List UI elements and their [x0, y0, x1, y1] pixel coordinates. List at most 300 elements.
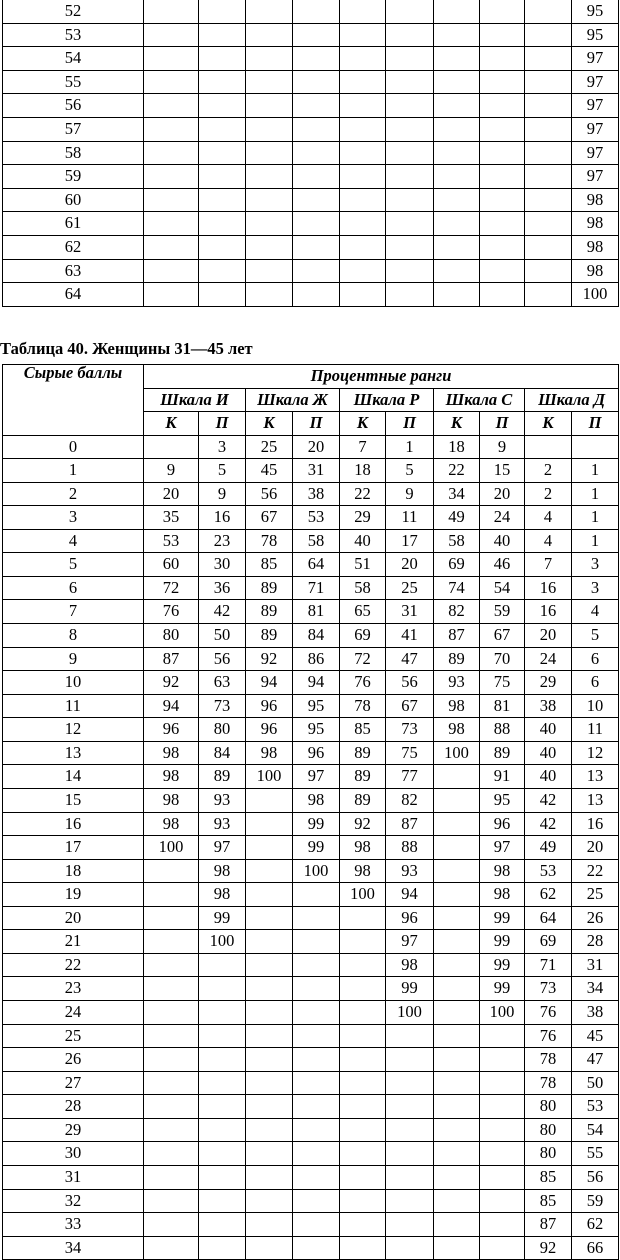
percentile-cell	[144, 1024, 199, 1048]
percentile-cell: 74	[434, 576, 480, 600]
percentile-cell: 95	[572, 23, 619, 47]
table-row	[3, 553, 619, 577]
percentile-cell: 84	[293, 624, 340, 648]
raw-score-cell: 58	[3, 141, 144, 165]
percentile-cell	[293, 212, 340, 236]
percentile-cell	[199, 1071, 246, 1095]
table-row	[3, 94, 619, 118]
table-row	[3, 600, 619, 624]
percentile-cell: 58	[434, 529, 480, 553]
percentile-cell	[480, 1236, 525, 1260]
percentile-cell	[144, 953, 199, 977]
percentile-cell: 96	[144, 718, 199, 742]
percentile-cell: 72	[144, 576, 199, 600]
percentile-cell: 98	[293, 788, 340, 812]
percentile-cell	[199, 283, 246, 307]
percentile-cell: 87	[386, 812, 434, 836]
raw-score-cell: 21	[3, 930, 144, 954]
percentile-cell: 98	[386, 953, 434, 977]
percentile-cell: 1	[572, 459, 619, 483]
percentile-cell: 76	[144, 600, 199, 624]
percentile-cell	[340, 1165, 386, 1189]
percentile-cell	[199, 1048, 246, 1072]
percentile-cell: 99	[480, 930, 525, 954]
table-row	[3, 1071, 619, 1095]
percentile-cell	[386, 188, 434, 212]
percentile-cell: 41	[386, 624, 434, 648]
percentile-cell: 92	[525, 1236, 572, 1260]
percentile-cell: 69	[340, 624, 386, 648]
percentile-cell: 64	[525, 906, 572, 930]
percentile-cell	[246, 1165, 293, 1189]
percentile-cell: 89	[246, 600, 293, 624]
percentile-cell: 88	[386, 836, 434, 860]
percentile-cell: 80	[199, 718, 246, 742]
percentile-cell: 100	[386, 1001, 434, 1025]
percentile-cell: 94	[386, 883, 434, 907]
raw-score-cell: 25	[3, 1024, 144, 1048]
percentile-cell	[525, 117, 572, 141]
percentile-cell: 67	[246, 506, 293, 530]
percentile-cell	[434, 788, 480, 812]
percentile-cell: 16	[525, 576, 572, 600]
percentile-cell	[525, 435, 572, 459]
percentile-cell: 81	[480, 694, 525, 718]
percentile-cell: 1	[572, 529, 619, 553]
percentile-cell	[293, 259, 340, 283]
percentile-cell	[246, 836, 293, 860]
percentile-cell: 85	[525, 1189, 572, 1213]
percentile-cell: 99	[199, 906, 246, 930]
percentile-cell	[386, 212, 434, 236]
percentile-cell: 3	[199, 435, 246, 459]
percentile-cell: 95	[293, 718, 340, 742]
percentile-cell: 20	[480, 482, 525, 506]
percentile-cell	[246, 283, 293, 307]
percentile-cell	[434, 188, 480, 212]
raw-score-cell: 59	[3, 165, 144, 189]
percentile-cell: 97	[386, 930, 434, 954]
percentile-cell	[340, 141, 386, 165]
percentile-cell	[340, 906, 386, 930]
table-row	[3, 1048, 619, 1072]
percentile-cell	[340, 1048, 386, 1072]
scale-header: Шкала С	[434, 388, 525, 412]
raw-score-cell: 54	[3, 47, 144, 71]
percentile-cell: 12	[572, 741, 619, 765]
table-row	[3, 529, 619, 553]
percentile-cell	[434, 1095, 480, 1119]
percentile-cell	[340, 1189, 386, 1213]
percentile-cell: 76	[525, 1001, 572, 1025]
percentile-cell	[340, 23, 386, 47]
raw-score-cell: 62	[3, 235, 144, 259]
percentile-cell	[480, 47, 525, 71]
percentile-cell: 47	[386, 647, 434, 671]
percentile-cell	[199, 977, 246, 1001]
percentile-cell: 96	[386, 906, 434, 930]
percentile-cell: 56	[386, 671, 434, 695]
percentile-cell	[480, 70, 525, 94]
subheader-p: П	[572, 412, 619, 436]
percentile-cell: 87	[144, 647, 199, 671]
raw-score-cell: 17	[3, 836, 144, 860]
percentile-cell	[386, 1165, 434, 1189]
percentile-cell: 11	[572, 718, 619, 742]
percentile-cell: 1	[572, 506, 619, 530]
percentile-cell: 100	[246, 765, 293, 789]
percentile-cell	[434, 1142, 480, 1166]
table-row	[3, 47, 619, 71]
percentile-cell: 51	[340, 553, 386, 577]
percentile-cell: 31	[386, 600, 434, 624]
percentile-rank-table	[2, 364, 619, 1260]
raw-score-cell: 20	[3, 906, 144, 930]
percentile-cell	[386, 1213, 434, 1237]
percentile-cell: 29	[525, 671, 572, 695]
percentile-cell: 92	[144, 671, 199, 695]
percentile-cell	[144, 1118, 199, 1142]
percentile-cell: 73	[525, 977, 572, 1001]
percentile-cell	[144, 1165, 199, 1189]
percentile-cell	[293, 117, 340, 141]
percentile-cell	[144, 47, 199, 71]
percentile-cell: 97	[480, 836, 525, 860]
percentile-cell	[293, 1048, 340, 1072]
percentile-cell: 78	[525, 1048, 572, 1072]
percentile-cell: 18	[340, 459, 386, 483]
raw-score-cell: 26	[3, 1048, 144, 1072]
table-row	[3, 930, 619, 954]
percentile-cell: 40	[480, 529, 525, 553]
table-row	[3, 812, 619, 836]
percentile-cell: 24	[480, 506, 525, 530]
percentile-cell: 55	[572, 1142, 619, 1166]
raw-score-cell: 27	[3, 1071, 144, 1095]
percentile-cell: 53	[572, 1095, 619, 1119]
table-row	[3, 1189, 619, 1213]
table-row	[3, 141, 619, 165]
percentile-cell: 100	[434, 741, 480, 765]
percentile-cell	[144, 70, 199, 94]
percentile-cell	[144, 165, 199, 189]
percentile-cell: 54	[572, 1118, 619, 1142]
percentile-cell	[246, 212, 293, 236]
percentile-cell: 42	[199, 600, 246, 624]
percentile-cell: 82	[386, 788, 434, 812]
percentile-cell: 86	[293, 647, 340, 671]
percentile-cell: 38	[525, 694, 572, 718]
percentile-cell: 98	[434, 718, 480, 742]
percentile-cell: 94	[246, 671, 293, 695]
percentile-cell	[434, 165, 480, 189]
percentile-cell	[199, 165, 246, 189]
percentile-cell	[434, 836, 480, 860]
percentile-cell: 56	[572, 1165, 619, 1189]
percentile-cell: 25	[246, 435, 293, 459]
raw-score-cell: 4	[3, 529, 144, 553]
percentile-cell	[434, 1048, 480, 1072]
percentile-cell: 98	[340, 836, 386, 860]
percentile-cell	[525, 94, 572, 118]
percentile-cell: 97	[572, 47, 619, 71]
percentile-cell: 94	[144, 694, 199, 718]
raw-score-cell: 29	[3, 1118, 144, 1142]
percentile-cell	[340, 212, 386, 236]
table-row	[3, 482, 619, 506]
percentile-cell: 85	[340, 718, 386, 742]
table-row	[3, 259, 619, 283]
table-row	[3, 235, 619, 259]
percentile-cell	[293, 953, 340, 977]
percentile-cell	[293, 1001, 340, 1025]
percentile-cell: 89	[340, 765, 386, 789]
percentile-cell: 73	[199, 694, 246, 718]
table-row	[3, 883, 619, 907]
percentile-cell: 10	[572, 694, 619, 718]
percentile-cell: 82	[434, 600, 480, 624]
percentile-cell: 97	[572, 94, 619, 118]
percentile-cell	[246, 1048, 293, 1072]
percentile-cell: 16	[572, 812, 619, 836]
percentile-cell: 95	[480, 788, 525, 812]
percentile-cell: 9	[144, 459, 199, 483]
percentile-cell	[434, 953, 480, 977]
percentile-cell: 96	[293, 741, 340, 765]
table-row	[3, 624, 619, 648]
percentile-cell	[246, 1213, 293, 1237]
percentile-cell	[293, 1024, 340, 1048]
percentile-cell	[199, 70, 246, 94]
percentile-cell	[199, 1118, 246, 1142]
raw-score-cell: 53	[3, 23, 144, 47]
subheader-p: П	[386, 412, 434, 436]
percentile-cell: 49	[434, 506, 480, 530]
percentile-cell: 53	[144, 529, 199, 553]
percentile-cell	[293, 141, 340, 165]
percentile-cell: 75	[386, 741, 434, 765]
percentile-cell	[246, 259, 293, 283]
percentile-cell	[386, 1071, 434, 1095]
percentile-cell: 45	[246, 459, 293, 483]
percentile-cell: 87	[525, 1213, 572, 1237]
percentile-cell	[144, 1236, 199, 1260]
percentile-cell	[386, 0, 434, 23]
percentile-cell	[525, 165, 572, 189]
continued-table-body	[3, 0, 619, 306]
percentile-cell	[199, 23, 246, 47]
percentile-cell	[246, 1142, 293, 1166]
table-row	[3, 836, 619, 860]
percentile-ranks-header: Процентные ранги	[144, 365, 619, 389]
percentile-cell: 93	[434, 671, 480, 695]
percentile-cell: 78	[525, 1071, 572, 1095]
percentile-cell: 91	[480, 765, 525, 789]
raw-score-cell: 28	[3, 1095, 144, 1119]
percentile-cell: 29	[340, 506, 386, 530]
percentile-cell: 98	[572, 259, 619, 283]
percentile-cell: 78	[340, 694, 386, 718]
percentile-cell: 78	[246, 529, 293, 553]
percentile-cell	[386, 70, 434, 94]
raw-score-cell: 11	[3, 694, 144, 718]
raw-score-cell: 34	[3, 1236, 144, 1260]
percentile-cell	[340, 977, 386, 1001]
percentile-cell: 84	[199, 741, 246, 765]
percentile-cell	[293, 235, 340, 259]
table-row	[3, 117, 619, 141]
percentile-cell	[199, 117, 246, 141]
percentile-cell: 66	[572, 1236, 619, 1260]
percentile-cell: 13	[572, 788, 619, 812]
percentile-cell: 67	[480, 624, 525, 648]
raw-score-cell: 3	[3, 506, 144, 530]
percentile-cell	[480, 1024, 525, 1048]
percentile-cell	[525, 235, 572, 259]
percentile-cell: 97	[293, 765, 340, 789]
percentile-cell	[434, 930, 480, 954]
percentile-cell	[434, 812, 480, 836]
percentile-cell: 4	[525, 529, 572, 553]
percentile-cell: 62	[525, 883, 572, 907]
percentile-cell	[246, 1189, 293, 1213]
percentile-cell	[144, 1213, 199, 1237]
percentile-cell: 92	[246, 647, 293, 671]
percentile-cell: 76	[340, 671, 386, 695]
percentile-cell	[246, 859, 293, 883]
table-row	[3, 1024, 619, 1048]
percentile-cell	[434, 1165, 480, 1189]
percentile-cell: 98	[572, 235, 619, 259]
percentile-cell	[293, 283, 340, 307]
percentile-cell	[480, 1048, 525, 1072]
raw-score-cell: 12	[3, 718, 144, 742]
raw-score-cell: 10	[3, 671, 144, 695]
raw-score-cell: 33	[3, 1213, 144, 1237]
table-row	[3, 953, 619, 977]
percentile-cell	[340, 1118, 386, 1142]
percentile-cell: 24	[525, 647, 572, 671]
percentile-cell	[480, 1189, 525, 1213]
percentile-cell	[340, 1095, 386, 1119]
percentile-cell	[386, 259, 434, 283]
percentile-cell: 58	[340, 576, 386, 600]
percentile-cell	[525, 0, 572, 23]
percentile-cell	[572, 435, 619, 459]
percentile-cell: 6	[572, 647, 619, 671]
percentile-cell: 97	[572, 141, 619, 165]
percentile-cell: 36	[199, 576, 246, 600]
percentile-cell	[434, 906, 480, 930]
percentile-cell: 89	[246, 576, 293, 600]
percentile-cell	[246, 1071, 293, 1095]
percentile-cell	[340, 70, 386, 94]
percentile-cell	[480, 0, 525, 23]
percentile-cell: 6	[572, 671, 619, 695]
percentile-cell: 88	[480, 718, 525, 742]
percentile-cell: 73	[386, 718, 434, 742]
table-row	[3, 70, 619, 94]
percentile-cell	[246, 977, 293, 1001]
percentile-cell	[199, 259, 246, 283]
percentile-cell	[293, 70, 340, 94]
percentile-cell: 56	[246, 482, 293, 506]
percentile-cell	[144, 259, 199, 283]
percentile-cell: 9	[199, 482, 246, 506]
percentile-cell	[386, 235, 434, 259]
percentile-cell: 40	[340, 529, 386, 553]
percentile-cell: 65	[340, 600, 386, 624]
percentile-cell: 40	[525, 765, 572, 789]
percentile-cell	[144, 0, 199, 23]
percentile-cell	[480, 235, 525, 259]
percentile-cell: 17	[386, 529, 434, 553]
table-row	[3, 283, 619, 307]
subheader-p: П	[293, 412, 340, 436]
percentile-cell	[340, 117, 386, 141]
percentile-cell	[293, 188, 340, 212]
percentile-cell	[144, 906, 199, 930]
percentile-cell: 80	[525, 1118, 572, 1142]
percentile-cell: 59	[572, 1189, 619, 1213]
percentile-cell	[386, 1095, 434, 1119]
percentile-cell	[246, 1095, 293, 1119]
percentile-cell: 2	[525, 459, 572, 483]
percentile-cell: 98	[144, 788, 199, 812]
percentile-cell: 60	[144, 553, 199, 577]
percentile-cell: 23	[199, 529, 246, 553]
percentile-cell: 96	[246, 694, 293, 718]
percentile-cell	[199, 1001, 246, 1025]
percentile-cell	[434, 977, 480, 1001]
table-row	[3, 859, 619, 883]
percentile-cell: 31	[572, 953, 619, 977]
percentile-cell	[246, 1118, 293, 1142]
percentile-cell: 7	[340, 435, 386, 459]
percentile-cell	[480, 23, 525, 47]
raw-score-cell: 6	[3, 576, 144, 600]
percentile-cell: 98	[199, 883, 246, 907]
raw-score-cell: 32	[3, 1189, 144, 1213]
percentile-cell: 13	[572, 765, 619, 789]
percentile-cell	[246, 117, 293, 141]
raw-score-cell: 13	[3, 741, 144, 765]
raw-score-cell: 5	[3, 553, 144, 577]
percentile-cell: 95	[572, 0, 619, 23]
percentile-cell: 45	[572, 1024, 619, 1048]
percentile-cell	[293, 1095, 340, 1119]
percentile-cell	[246, 94, 293, 118]
percentile-cell	[480, 117, 525, 141]
percentile-cell	[144, 94, 199, 118]
percentile-cell: 76	[525, 1024, 572, 1048]
percentile-cell	[434, 141, 480, 165]
percentile-cell: 93	[386, 859, 434, 883]
percentile-cell: 98	[572, 212, 619, 236]
table-row	[3, 1142, 619, 1166]
percentile-cell: 5	[199, 459, 246, 483]
percentile-cell	[340, 259, 386, 283]
percentile-cell	[246, 788, 293, 812]
percentile-cell: 100	[572, 283, 619, 307]
percentile-cell	[480, 141, 525, 165]
percentile-cell	[480, 212, 525, 236]
percentile-cell	[386, 1236, 434, 1260]
percentile-cell: 3	[572, 576, 619, 600]
continued-table	[2, 0, 619, 307]
percentile-cell: 20	[525, 624, 572, 648]
percentile-cell	[199, 1142, 246, 1166]
